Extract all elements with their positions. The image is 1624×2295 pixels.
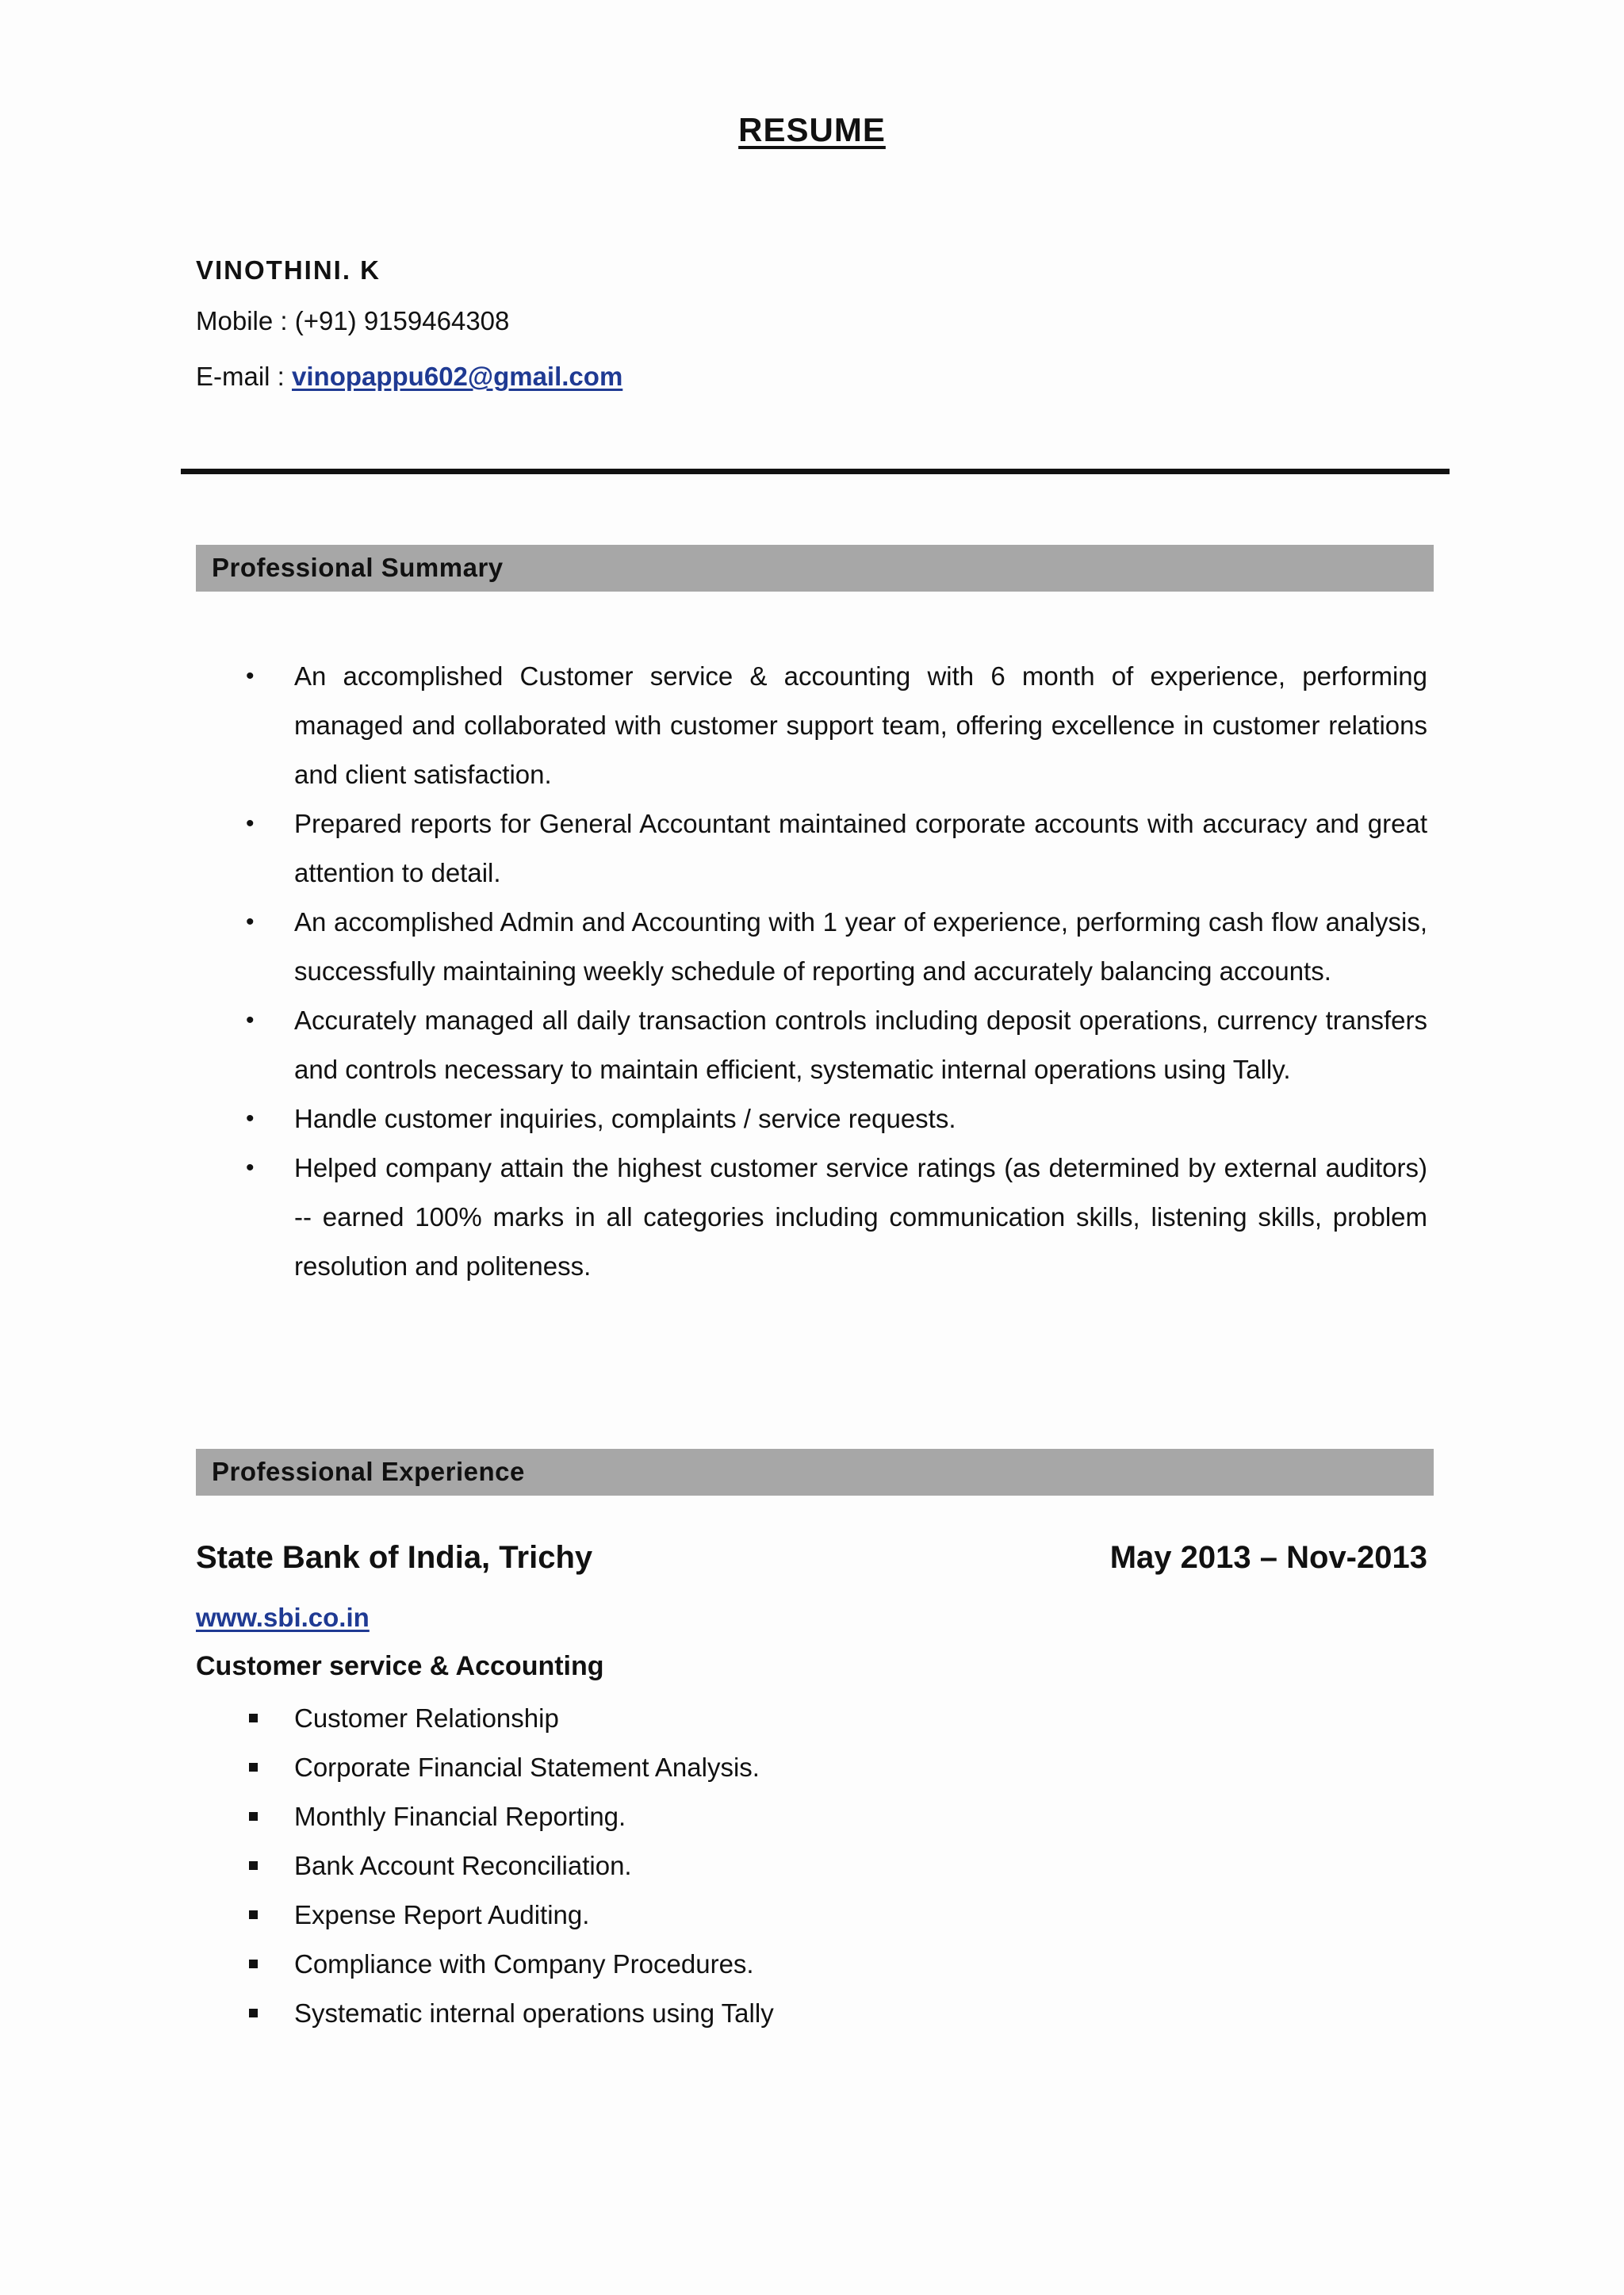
list-item [196, 996, 1427, 1094]
duty-list [196, 1694, 774, 2038]
square-bullet-icon [249, 1714, 258, 1722]
list-item [196, 1940, 774, 1989]
summary-text: An accomplished Customer service & accounting with 6 month of experience, performing managed and collaborated with customer support team, offering excellence in customer relations and client satisfaction. [294, 661, 1427, 789]
bullet-icon: • [246, 1007, 255, 1033]
company-name: State Bank of India, Trichy [196, 1540, 593, 1575]
bullet-icon: • [246, 909, 255, 935]
list-item [196, 1841, 774, 1891]
square-bullet-icon [249, 1910, 258, 1919]
list-item [196, 1989, 774, 2038]
summary-text: Accurately managed all daily transaction controls including deposit operations, currency transfers and controls necessary to maintain efficient, systematic internal operations using Tally. [294, 1006, 1427, 1084]
list-item [196, 799, 1427, 898]
square-bullet-icon [249, 1812, 258, 1821]
summary-text: Prepared reports for General Accountant maintained corporate accounts with accuracy and great attention to detail. [294, 809, 1427, 887]
candidate-name: VINOTHINI. K [196, 255, 381, 285]
summary-list [196, 652, 1427, 1291]
mobile-line [196, 306, 509, 336]
mobile-value: (+91) 9159464308 [294, 306, 510, 335]
duty-text: Customer Relationship [294, 1703, 559, 1733]
mobile-label: Mobile : [196, 306, 295, 335]
bullet-icon: • [246, 663, 255, 689]
company-website-link[interactable]: www.sbi.co.in [196, 1603, 370, 1632]
email-line [196, 362, 622, 392]
bullet-icon: • [246, 1105, 255, 1132]
list-item [196, 1694, 774, 1743]
duty-text: Bank Account Reconciliation. [294, 1851, 632, 1880]
square-bullet-icon [249, 2009, 258, 2017]
summary-text: An accomplished Admin and Accounting with 1 year of experience, performing cash flow analysis, successfully maintaining weekly schedule of reporting and accurately balancing accounts. [294, 907, 1427, 986]
list-item [196, 1891, 774, 1940]
duty-text: Expense Report Auditing. [294, 1900, 590, 1929]
employment-dates: May 2013 – Nov-2013 [1109, 1540, 1427, 1575]
section-header-experience [196, 1449, 1434, 1496]
header-divider [181, 469, 1450, 474]
list-item [196, 1743, 774, 1792]
summary-text: Handle customer inquiries, complaints / service requests. [294, 1104, 956, 1133]
list-item [196, 898, 1427, 996]
job-role: Customer service & Accounting [196, 1651, 604, 1681]
document-title: RESUME [738, 111, 886, 148]
bullet-icon: • [246, 1155, 255, 1181]
duty-text: Systematic internal operations using Tally [294, 1998, 774, 2028]
email-label: E-mail : [196, 362, 293, 391]
list-item [196, 652, 1427, 799]
list-item [196, 1792, 774, 1841]
email-link[interactable]: vinopappu602@gmail.com [292, 362, 623, 391]
list-item [196, 1094, 1427, 1144]
section-title: Professional Summary [212, 553, 504, 582]
section-title: Professional Experience [212, 1457, 525, 1486]
list-item [196, 1144, 1427, 1291]
square-bullet-icon [249, 1861, 258, 1870]
duty-text: Corporate Financial Statement Analysis. [294, 1753, 760, 1782]
section-header-summary [196, 545, 1434, 592]
square-bullet-icon [249, 1763, 258, 1772]
duty-text: Compliance with Company Procedures. [294, 1949, 754, 1979]
summary-text: Helped company attain the highest customer service ratings (as determined by external auditors) -- earned 100% marks in all categories including communication skills, listening skills, problem resolution and politeness. [294, 1153, 1427, 1281]
duty-text: Monthly Financial Reporting. [294, 1802, 626, 1831]
bullet-icon: • [246, 810, 255, 837]
square-bullet-icon [249, 1960, 258, 1968]
